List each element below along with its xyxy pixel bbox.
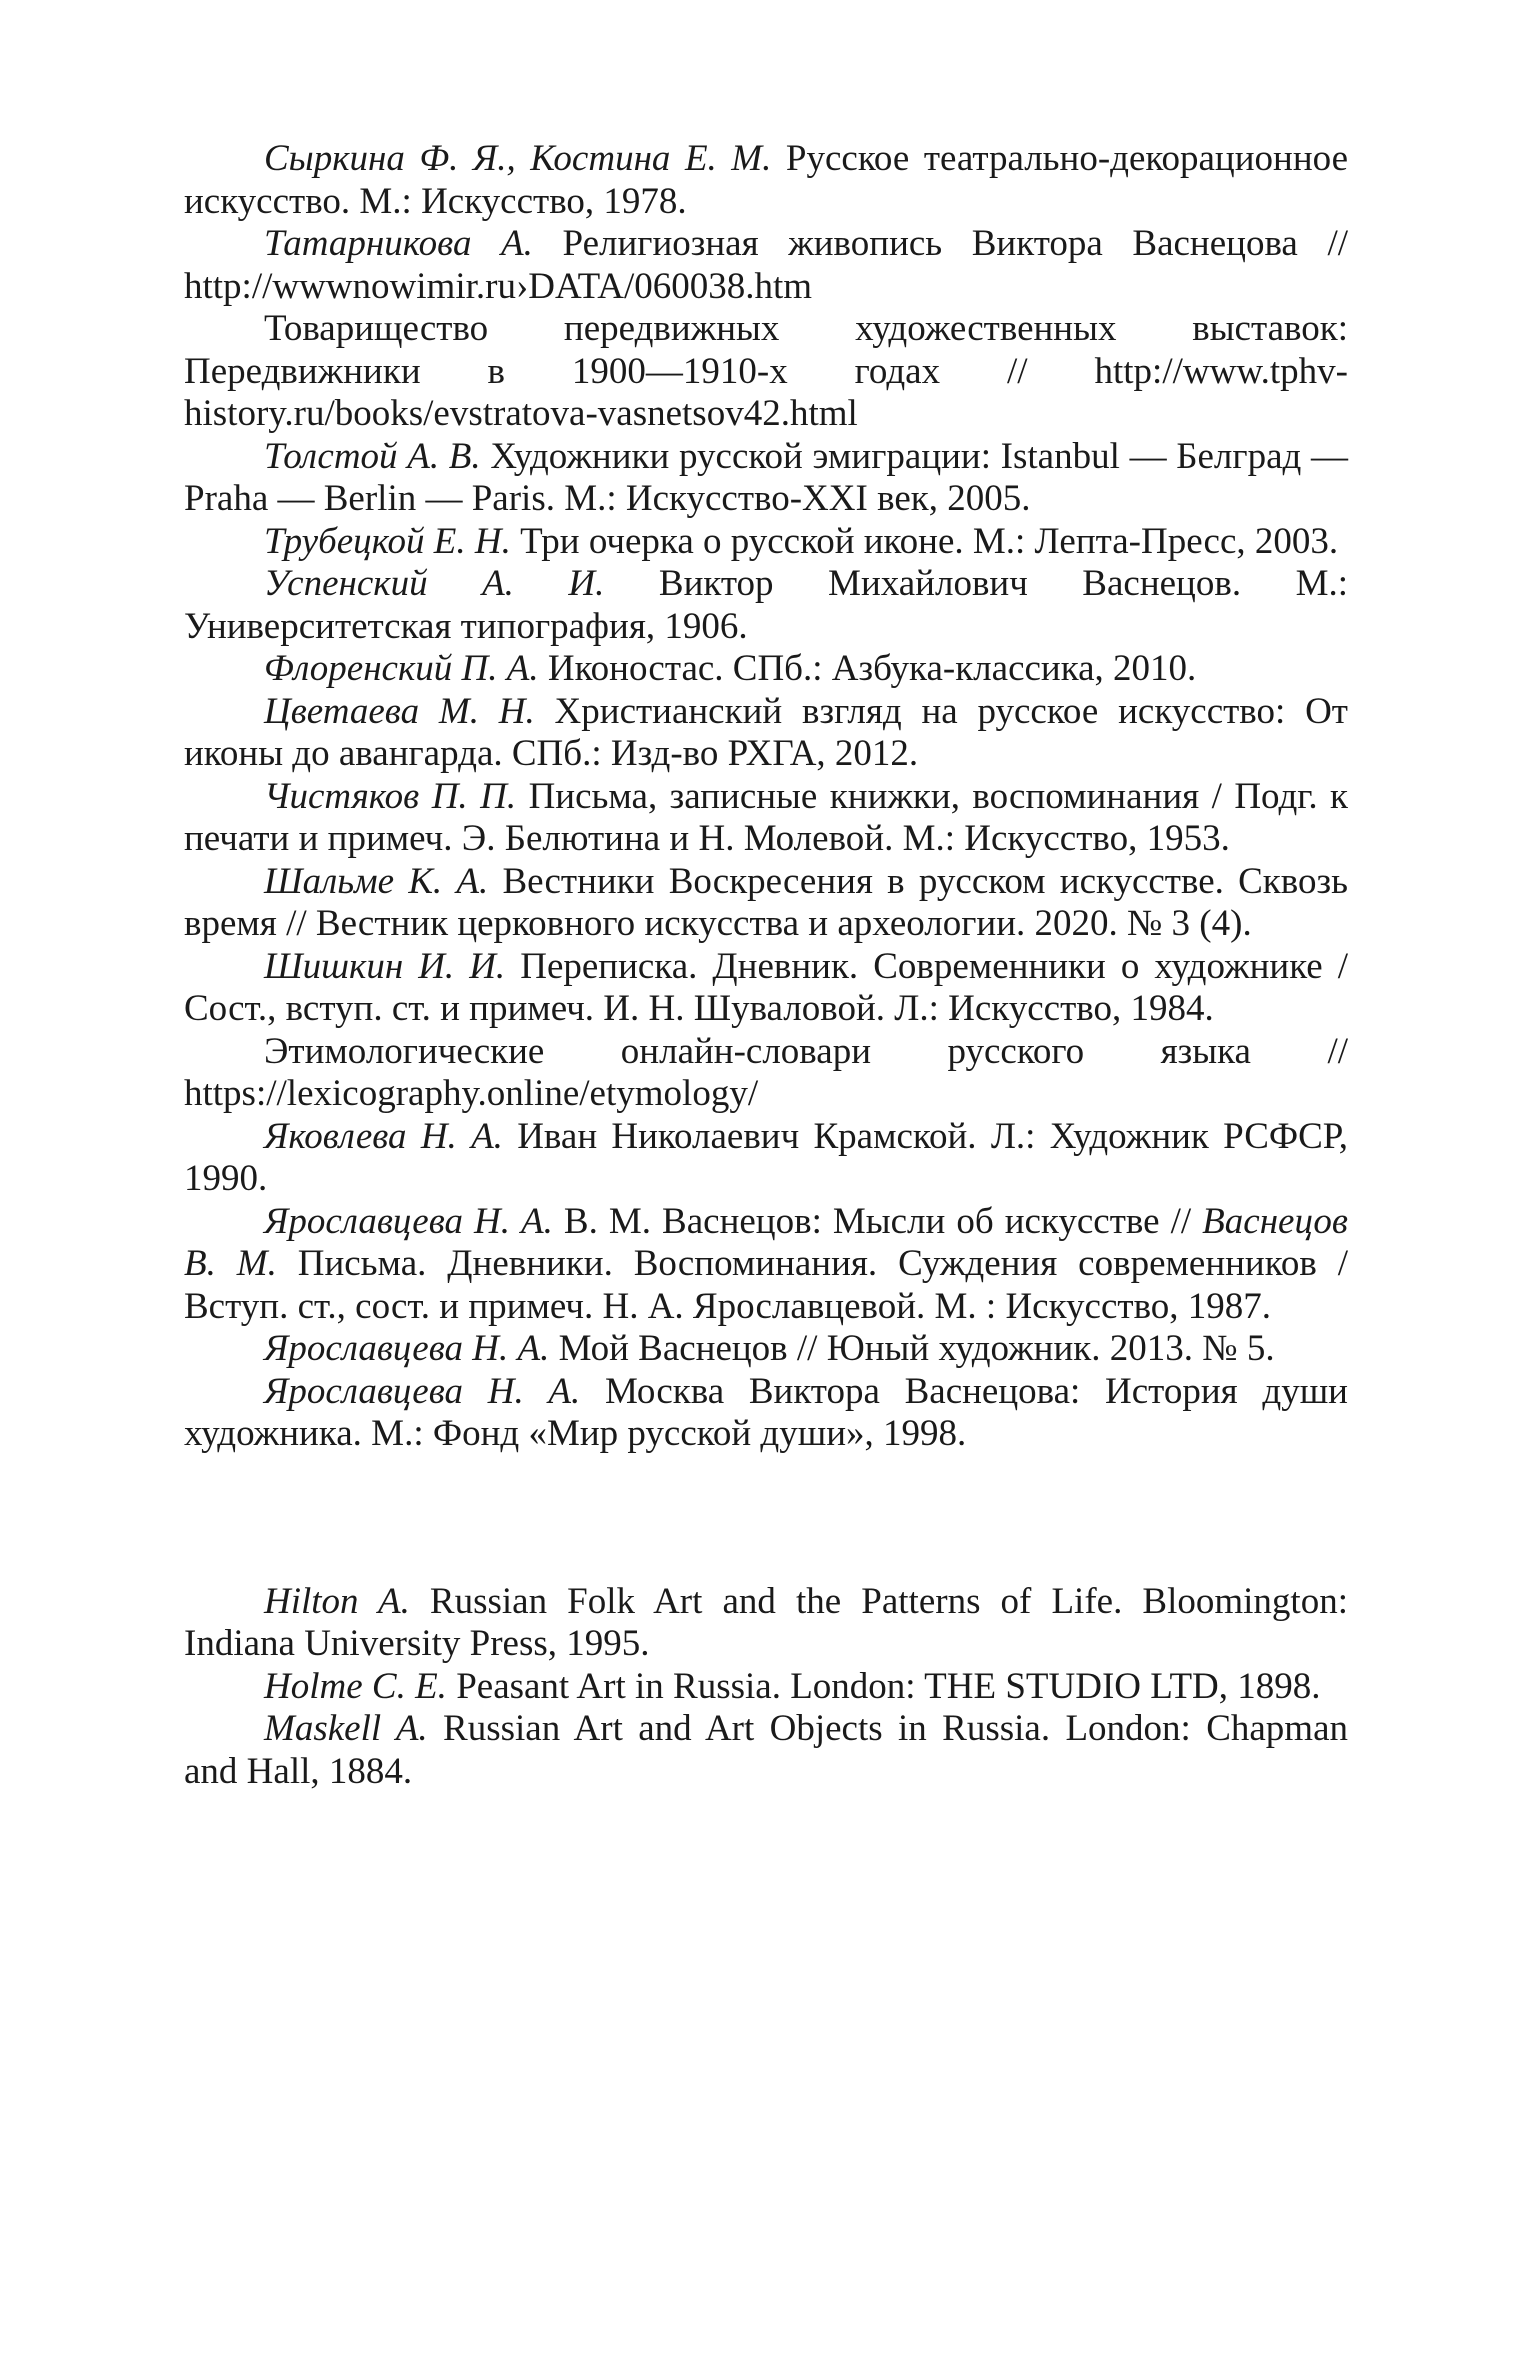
bibliography-entry bbox=[184, 436, 1348, 521]
bibliography-entry bbox=[184, 1581, 1348, 1666]
entry-text: Peasant Art in Russia. London: THE STUDIO LTD, 1898. bbox=[446, 1665, 1321, 1707]
entry-text: Русское театрально-декорационное искусство. М.: Искусство, 1978. bbox=[184, 138, 1348, 222]
bibliography-entry bbox=[184, 1201, 1348, 1329]
entry-author: Яковлева Н. А. bbox=[264, 1115, 503, 1157]
entry-author: Шальме К. А. bbox=[264, 860, 489, 902]
bibliography-entry bbox=[184, 1666, 1348, 1709]
entry-text: Христианский взгляд на русское искусство: От иконы до авангарда. СПб.: Изд-во РХГА, 2012. bbox=[184, 690, 1348, 774]
entry-text: Письма, записные книжки, воспоминания / Подг. к печати и примеч. Э. Белютина и Н. Молевой. М.: Искусство, 1953. bbox=[184, 775, 1348, 859]
bibliography-entry bbox=[184, 1708, 1348, 1793]
entry-text: Переписка. Дневник. Современники о художнике / Сост., вступ. ст. и примеч. И. Н. Шуваловой. Л.: Искусство, 1984. bbox=[184, 945, 1348, 1029]
entry-text: Иконостас. СПб.: Азбука-классика, 2010. bbox=[538, 648, 1197, 689]
entry-text: Художники русской эмиграции: Istanbul — Белград — Praha — Berlin — Paris. М.: Искусство-XXI век, 2005. bbox=[184, 435, 1349, 519]
entry-author: Татарникова А. bbox=[264, 223, 533, 264]
entry-author: Ярославцева Н. А. bbox=[264, 1200, 553, 1242]
entry-author: Ярославцева Н. А. bbox=[264, 1328, 550, 1369]
entry-author: Ярославцева Н. А. bbox=[264, 1370, 581, 1412]
entry-author: Holme C. E. bbox=[264, 1665, 447, 1707]
entry-author: Успенский А. И. bbox=[264, 563, 605, 604]
entry-author-secondary: Васнецов В. М. bbox=[184, 1200, 1348, 1284]
bibliography-entry bbox=[184, 308, 1348, 436]
bibliography-entry bbox=[184, 776, 1348, 861]
entry-text: В. М. Васнецов: Мысли об искусстве // bbox=[552, 1200, 1203, 1242]
bibliography-entry bbox=[184, 861, 1348, 946]
entry-text: Этимологические онлайн-словари русского языка // https://lexicography.online/etymology/ bbox=[184, 1030, 1348, 1114]
entry-author: Шишкин И. И. bbox=[264, 945, 506, 987]
bibliography-entry bbox=[184, 1371, 1348, 1456]
english-bibliography bbox=[184, 1581, 1348, 1794]
entry-text: Вестники Воскресения в русском искусстве. Сквозь время // Вестник церковного искусства и археологии. 2020. № 3 (4). bbox=[184, 860, 1348, 944]
section-gap bbox=[184, 1456, 1348, 1581]
entry-text: Религиозная живопись Виктора Васнецова // http://wwwnowimir.ru›DATA/060038.htm bbox=[184, 223, 1348, 307]
entry-author: Трубецкой Е. Н. bbox=[264, 520, 511, 562]
entry-text: Russian Folk Art and the Patterns of Life. Bloomington: Indiana University Press, 1995. bbox=[184, 1580, 1348, 1664]
entry-author: Maskell A. bbox=[264, 1708, 428, 1749]
bibliography-entry bbox=[184, 648, 1348, 691]
entry-text: Мой Васнецов // Юный художник. 2013. № 5. bbox=[549, 1328, 1275, 1369]
entry-author: Цветаева М. Н. bbox=[264, 690, 535, 732]
entry-author: Чистяков П. П. bbox=[264, 775, 517, 817]
entry-text: Иван Николаевич Крамской. Л.: Художник РСФСР, 1990. bbox=[184, 1115, 1348, 1199]
bibliography-entry bbox=[184, 1328, 1348, 1371]
bibliography-entry bbox=[184, 223, 1348, 308]
entry-text: Виктор Михайлович Васнецов. М.: Университетская типография, 1906. bbox=[184, 563, 1348, 647]
entry-text: Russian Art and Art Objects in Russia. London: Chapman and Hall, 1884. bbox=[184, 1708, 1348, 1792]
entry-author: Hilton A. bbox=[264, 1580, 410, 1622]
entry-text-secondary: Письма. Дневники. Воспоминания. Суждения современников / Вступ. ст., сост. и примеч. Н. А. Ярославцевой. М. : Искусство, 1987. bbox=[184, 1243, 1348, 1327]
bibliography-entry bbox=[184, 1116, 1348, 1201]
bibliography-entry bbox=[184, 521, 1348, 564]
russian-bibliography bbox=[184, 138, 1348, 1456]
bibliography-entry bbox=[184, 946, 1348, 1031]
bibliography-page bbox=[184, 138, 1348, 1793]
bibliography-entry bbox=[184, 1031, 1348, 1116]
entry-text: Товарищество передвижных художественных выставок: Передвижники в 1900—1910-х годах // http://www.tphv-history.ru/books/evstratova-vasnetsov42.html bbox=[184, 308, 1348, 434]
entry-author: Толстой А. В. bbox=[264, 435, 481, 477]
entry-author: Флоренский П. А. bbox=[264, 648, 539, 689]
entry-author: Сыркина Ф. Я., Костина Е. М. bbox=[264, 138, 772, 179]
bibliography-entry bbox=[184, 563, 1348, 648]
bibliography-entry bbox=[184, 691, 1348, 776]
entry-text: Три очерка о русской иконе. М.: Лепта-Пресс, 2003. bbox=[510, 520, 1339, 562]
entry-text: Москва Виктора Васнецова: История души художника. М.: Фонд «Мир русской души», 1998. bbox=[184, 1370, 1348, 1454]
bibliography-entry bbox=[184, 138, 1348, 223]
